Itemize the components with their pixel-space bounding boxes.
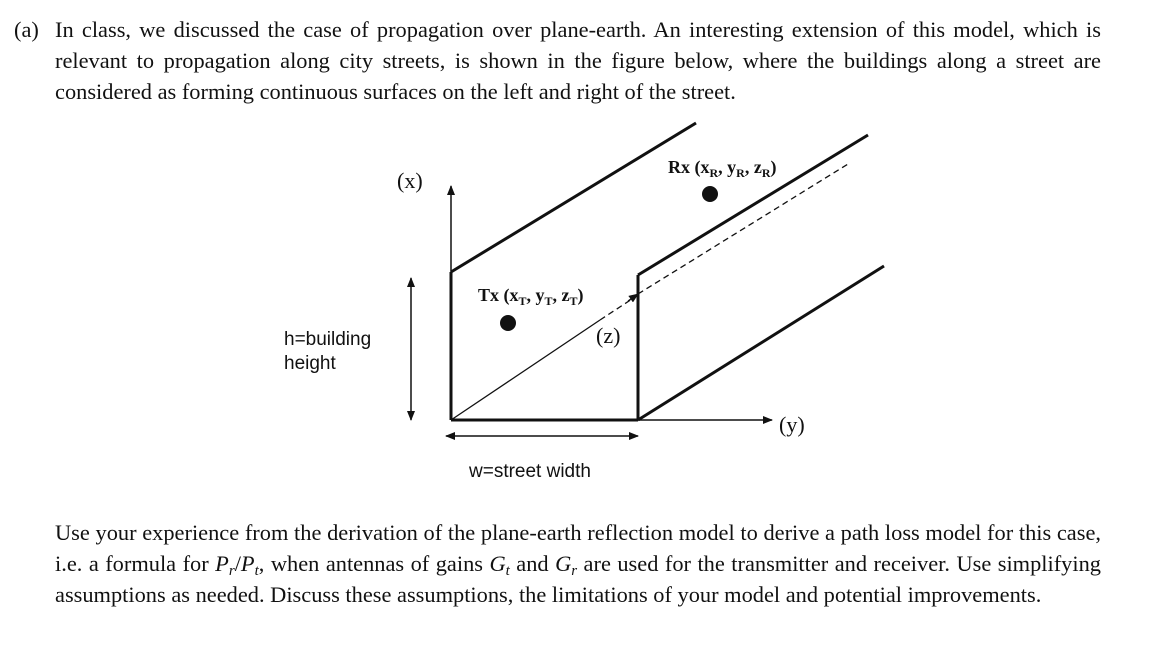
z-axis-label: (z) xyxy=(596,323,621,348)
y-axis-label: (y) xyxy=(779,412,805,437)
task-text-1: Use your experience from the derivation of the plane-earth reflection model to derive a path loss model for this case, i.e. a formula for xyxy=(55,520,1101,576)
formula-pr-sub: r xyxy=(228,563,235,579)
formula-pr: P xyxy=(215,551,229,576)
task-text-2: , when antennas of gains xyxy=(258,551,490,576)
problem-task-paragraph xyxy=(55,517,1101,610)
formula-pt-sub: t xyxy=(254,563,259,579)
tx-marker xyxy=(500,315,516,331)
formula-slash: / xyxy=(234,551,241,576)
task-text-3: and xyxy=(509,551,556,576)
x-axis-label: (x) xyxy=(397,168,423,193)
gain-gt-sub: t xyxy=(505,563,510,579)
gain-gt: G xyxy=(489,551,506,576)
gain-gr: G xyxy=(555,551,572,576)
rx-label-prefix: Rx (x xyxy=(668,157,710,177)
z-axis-dashed xyxy=(600,299,632,320)
rx-sub-z: R xyxy=(761,166,771,180)
z-axis-solid xyxy=(451,320,600,420)
rx-sub-x: R xyxy=(709,166,719,180)
tx-sub-z: T xyxy=(569,294,578,308)
right-wall-bottom-edge xyxy=(638,266,884,420)
height-label-line1: h=building xyxy=(284,329,372,350)
z-axis-dashed-far xyxy=(638,164,848,294)
problem-label: (a) xyxy=(14,17,39,42)
width-label: w=street width xyxy=(469,461,591,482)
gain-gr-sub: r xyxy=(571,563,578,579)
rx-sub-y: R xyxy=(736,166,745,180)
problem-intro-text: In class, we discussed the case of propagation over plane-earth. An interesting extension of this model, which is relevant to propagation along city streets, is shown in the figure below, where the buildings along a street are considered as forming continuous surfaces on the left and right of the street. xyxy=(55,17,1101,104)
left-wall-top-edge xyxy=(451,123,696,272)
height-label-line2: height xyxy=(284,353,336,374)
right-wall-top-edge xyxy=(638,135,868,275)
task-text-4: are used for the transmitter and receiver. Use simplifying assumptions as needed. Discuss these assumptions, the limitations of your model and potential improvements. xyxy=(55,551,1101,607)
tx-label: Tx ($x_T$, $y_T$, $z_T$) xyxy=(478,285,584,308)
rx-marker xyxy=(702,186,718,202)
tx-sub-y: T xyxy=(544,294,553,308)
formula-pt: P xyxy=(240,551,255,576)
tx-sub-x: T xyxy=(518,294,527,308)
tx-label-prefix: Tx (x xyxy=(478,285,519,305)
rx-label: Rx ($x_R$, $y_R$, $z_R$) xyxy=(668,157,777,180)
